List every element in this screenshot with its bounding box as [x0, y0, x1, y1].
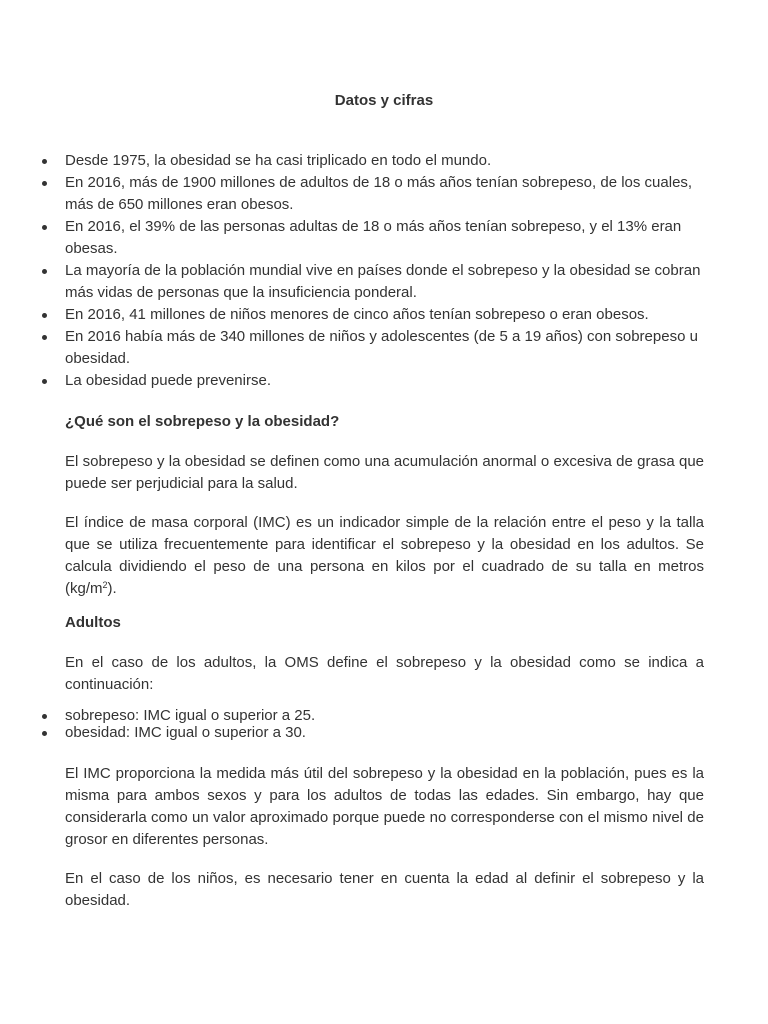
imc-paragraph-end: ). — [107, 580, 117, 597]
superscript-two: 2 — [102, 580, 108, 590]
imc-usefulness-paragraph: El IMC proporciona la medida más útil del sobrepeso y la obesidad en la población, pues es la misma para ambos sexos y para los adultos de todas las edades. Sin embargo, hay que considerarla como un valor aproximado porque puede no corresponderse con el mismo nivel de grosor en diferentes personas. — [65, 765, 704, 848]
facts-list — [0, 150, 768, 392]
fact-item: En 2016, 41 millones de niños menores de cinco años tenían sobrepeso o eran obesos. — [0, 304, 768, 326]
fact-item: Desde 1975, la obesidad se ha casi triplicado en todo el mundo. — [0, 150, 768, 172]
fact-item: En 2016, el 39% de las personas adultas de 18 o más años tenían sobrepeso, y el 13% eran obesas. — [0, 216, 768, 260]
imc-definitions-list — [0, 707, 768, 741]
page-title: Datos y cifras — [334, 92, 434, 109]
imc-paragraph — [65, 512, 704, 600]
fact-item: En 2016, más de 1900 millones de adultos de 18 o más años tenían sobrepeso, de los cuales, más de 650 millones eran obesos. — [0, 172, 768, 216]
fact-item: La obesidad puede prevenirse. — [0, 370, 768, 392]
adults-intro-paragraph: En el caso de los adultos, la OMS define el sobrepeso y la obesidad como se indica a continuación: — [65, 654, 704, 693]
section-heading-adults: Adultos — [65, 614, 121, 631]
definition-item: sobrepeso: IMC igual o superior a 25. — [0, 707, 768, 724]
definition-item: obesidad: IMC igual o superior a 30. — [0, 724, 768, 741]
children-paragraph: En el caso de los niños, es necesario tener en cuenta la edad al definir el sobrepeso y la obesidad. — [65, 870, 704, 909]
section-heading-definition: ¿Qué son el sobrepeso y la obesidad? — [65, 413, 340, 430]
imc-paragraph-text: El índice de masa corporal (IMC) es un indicador simple de la relación entre el peso y la talla que se utiliza frecuentemente para identificar el sobrepeso y la obesidad en los adultos. Se calcula dividiendo el peso de una persona en kilos por el cuadrado de su talla en metros (kg/m — [65, 514, 704, 597]
definition-paragraph: El sobrepeso y la obesidad se definen como una acumulación anormal o excesiva de grasa que puede ser perjudicial para la salud. — [65, 453, 704, 492]
fact-item: En 2016 había más de 340 millones de niños y adolescentes (de 5 a 19 años) con sobrepeso u obesidad. — [0, 326, 768, 370]
fact-item: La mayoría de la población mundial vive en países donde el sobrepeso y la obesidad se cobran más vidas de personas que la insuficiencia ponderal. — [0, 260, 768, 304]
